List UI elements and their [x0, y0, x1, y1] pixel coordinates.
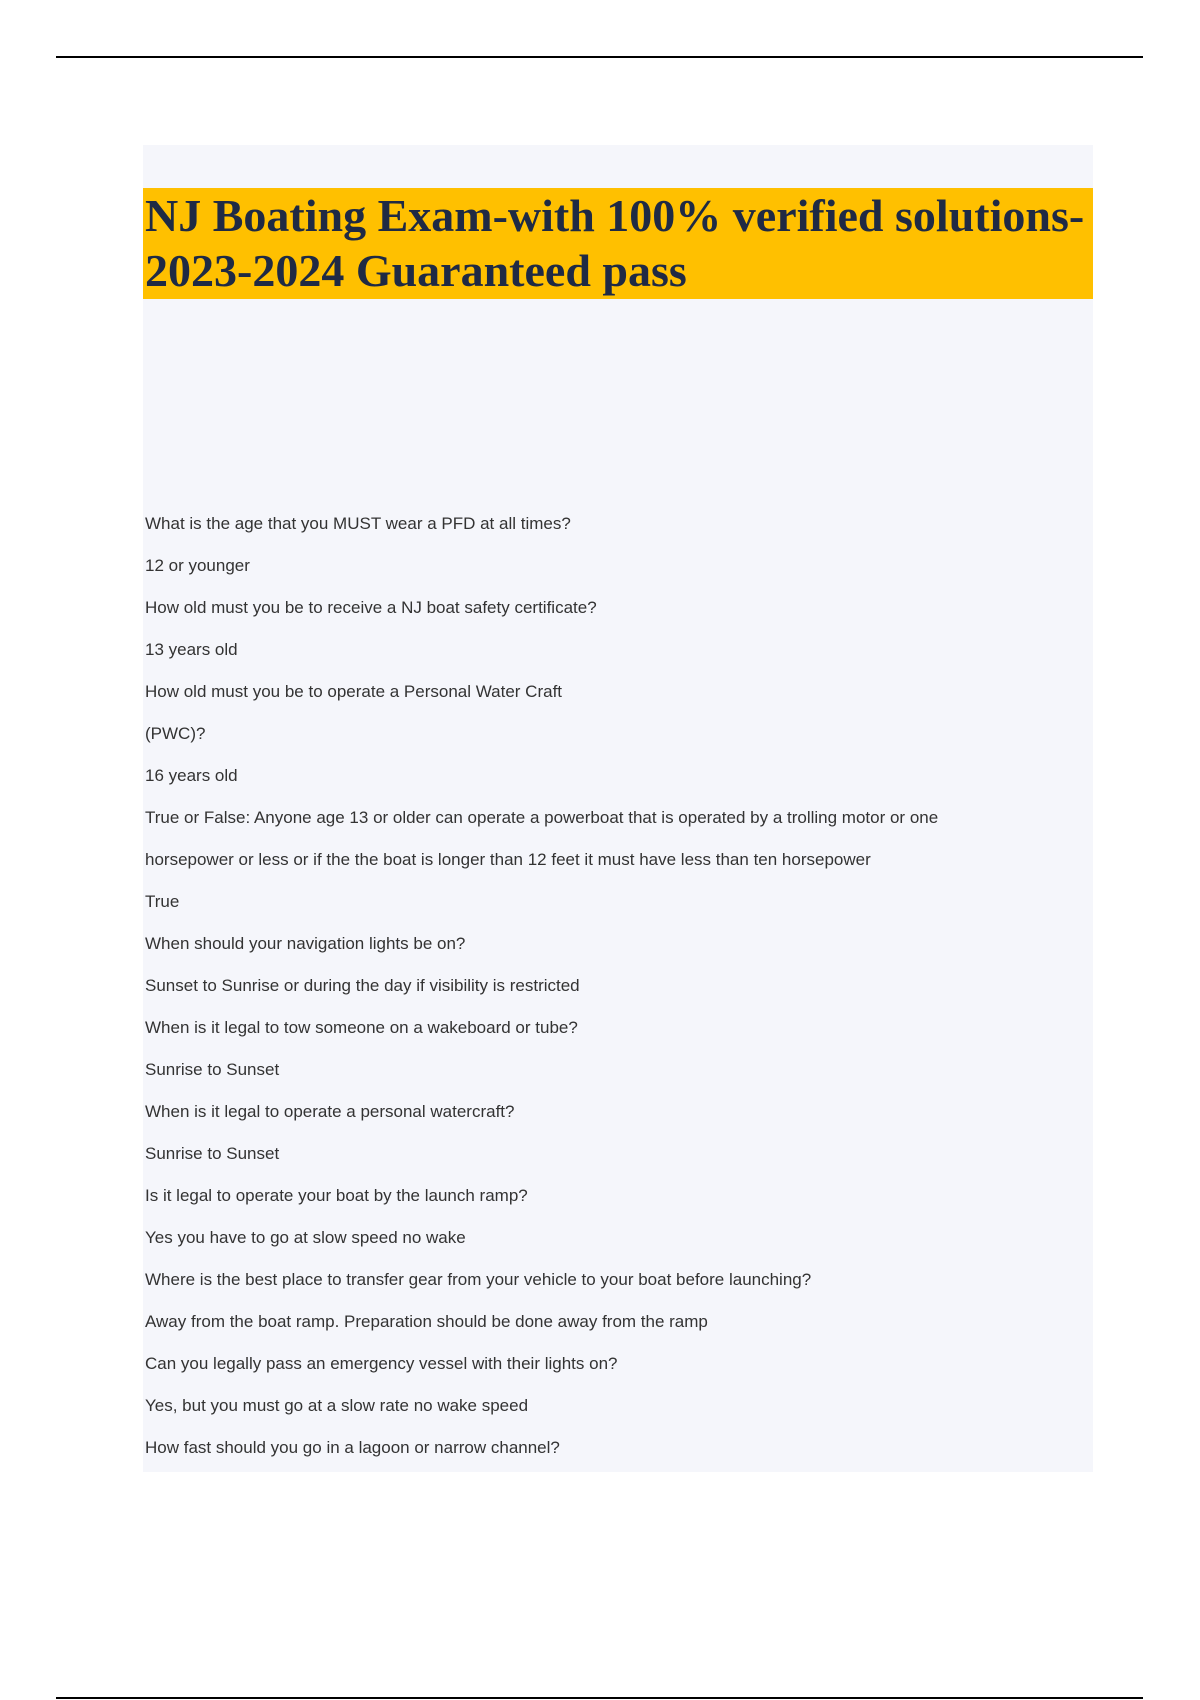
question-line: Is it legal to operate your boat by the launch ramp? [145, 1186, 528, 1205]
answer-line: Sunset to Sunrise or during the day if visibility is restricted [145, 976, 580, 995]
question-line: How fast should you go in a lagoon or narrow channel? [145, 1438, 560, 1457]
top-divider [56, 56, 1143, 58]
question-line: When is it legal to operate a personal watercraft? [145, 1102, 515, 1121]
question-line: Where is the best place to transfer gear from your vehicle to your boat before launching? [145, 1270, 812, 1289]
question-line: What is the age that you MUST wear a PFD at all times? [145, 514, 571, 533]
title-banner [143, 188, 1093, 299]
answer-line: Yes you have to go at slow speed no wake [145, 1228, 466, 1247]
question-line: When should your navigation lights be on? [145, 934, 466, 953]
question-line: (PWC)? [145, 724, 206, 743]
question-line: True or False: Anyone age 13 or older can operate a powerboat that is operated by a trolling motor or one [145, 808, 939, 827]
qa-list [145, 503, 1075, 1469]
answer-line: 12 or younger [145, 556, 250, 575]
document-title: NJ Boating Exam-with 100% verified solutions-2023-2024 Guaranteed pass [145, 190, 1085, 296]
answer-line: True [145, 892, 180, 911]
question-line: How old must you be to operate a Personal Water Craft [145, 682, 563, 701]
answer-line: 16 years old [145, 766, 238, 785]
question-line: When is it legal to tow someone on a wakeboard or tube? [145, 1018, 578, 1037]
answer-line: Sunrise to Sunset [145, 1060, 280, 1079]
question-line: How old must you be to receive a NJ boat safety certificate? [145, 598, 597, 617]
bottom-divider [56, 1697, 1143, 1699]
question-line: Can you legally pass an emergency vessel with their lights on? [145, 1354, 618, 1373]
document-panel [143, 145, 1093, 1472]
answer-line: Yes, but you must go at a slow rate no wake speed [145, 1396, 529, 1415]
answer-line: Away from the boat ramp. Preparation should be done away from the ramp [145, 1312, 708, 1331]
answer-line: 13 years old [145, 640, 238, 659]
question-line: horsepower or less or if the the boat is longer than 12 feet it must have less than ten horsepower [145, 850, 871, 869]
answer-line: Sunrise to Sunset [145, 1144, 280, 1163]
